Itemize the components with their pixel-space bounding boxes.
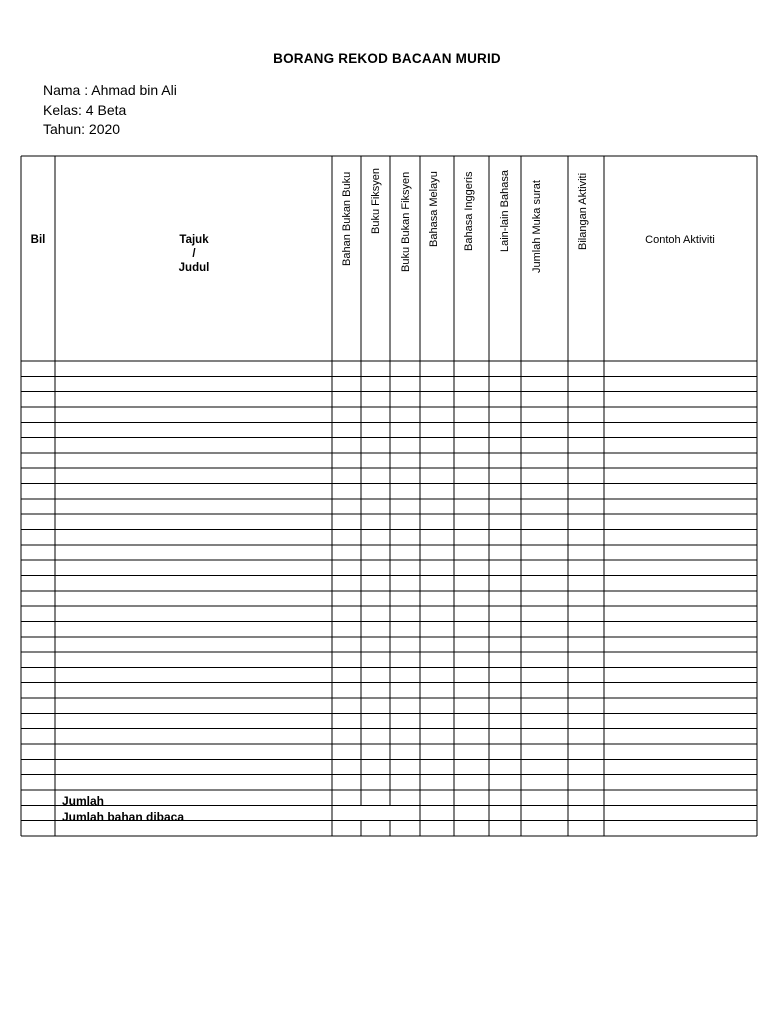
- header-bahasa-melayu: Bahasa Melayu: [428, 171, 440, 247]
- header-buku-fiksyen: Buku Fiksyen: [370, 167, 382, 234]
- header-lain-lain-bahasa: Lain-lain Bahasa: [499, 170, 511, 252]
- header-judul: Judul: [178, 262, 210, 274]
- header-tajuk: Tajuk: [179, 234, 209, 246]
- header-buku-bukan-fiksyen: Buku Bukan Fiksyen: [400, 171, 412, 272]
- header-bahasa-inggeris: Bahasa Inggeris: [463, 171, 475, 251]
- header-bil: Bil: [30, 234, 46, 246]
- student-year: Tahun: 2020: [43, 121, 121, 137]
- header-slash: /: [192, 248, 196, 260]
- student-name: Nama : Ahmad bin Ali: [43, 82, 177, 98]
- header-contoh-aktiviti: Contoh Aktiviti: [645, 234, 715, 246]
- form-title: BORANG REKOD BACAAN MURID: [273, 51, 501, 66]
- header-bilangan-aktiviti: Bilangan Aktiviti: [577, 172, 589, 250]
- jumlah-label: Jumlah: [62, 794, 105, 808]
- header-jumlah-muka-surat: Jumlah Muka surat: [531, 180, 543, 273]
- jumlah-bahan-dibaca-label: Jumlah bahan dibaca: [62, 810, 185, 824]
- header-bahan-bukan-buku: Bahan Bukan Buku: [341, 171, 353, 266]
- student-class: Kelas: 4 Beta: [43, 102, 127, 118]
